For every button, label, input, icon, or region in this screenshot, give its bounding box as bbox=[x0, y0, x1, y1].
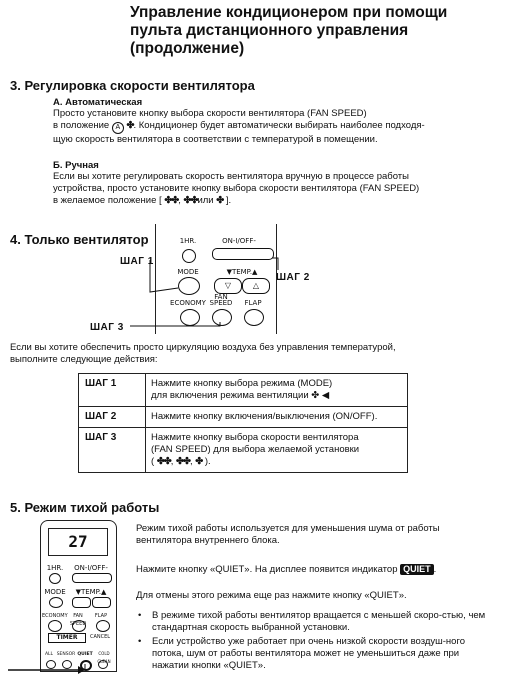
s4-para-line1: Если вы хотите обеспечить просто циркуляцию воздуха без управления температурой, bbox=[10, 342, 396, 353]
r5-onoff-label: ON-I/OFF- bbox=[74, 564, 108, 572]
fan-low-icon: ✤ bbox=[195, 456, 203, 467]
table-cell-step: ШАГ 1 bbox=[79, 374, 146, 407]
remote-flap-label: FLAP bbox=[244, 299, 262, 307]
table-cell-step: ШАГ 3 bbox=[79, 428, 146, 473]
fan-high-icon: ✤✤ bbox=[156, 456, 171, 467]
remote-fanspeed-label-1: FAN bbox=[214, 293, 228, 301]
r5-1hr-label: 1HR. bbox=[46, 564, 64, 572]
r5-economy-label: ECONOMY bbox=[42, 613, 68, 619]
step1-label: ШАГ 1 bbox=[120, 256, 154, 267]
table-row bbox=[79, 407, 408, 428]
remote-economy-label: ECONOMY bbox=[170, 299, 206, 307]
table-row bbox=[79, 428, 408, 473]
table-cell-desc: Нажмите кнопку включения/выключения (ON/OFF). bbox=[146, 407, 408, 428]
remote-display: 27 bbox=[48, 528, 108, 556]
table-cell-step: ШАГ 2 bbox=[79, 407, 146, 428]
step3-desc-line1: Нажмите кнопку выбора скорости вентилятора bbox=[151, 432, 359, 443]
s3-b-or: или bbox=[197, 195, 214, 206]
s3-b-line3-pre: в желаемое положение bbox=[53, 195, 157, 206]
s3-a-line2-pre: в положение bbox=[53, 120, 110, 131]
s3-b-line3: в желаемое положение [ ✤✤, ✤✤или ✤ ]. bbox=[53, 195, 232, 206]
r5-economy-button[interactable] bbox=[48, 620, 62, 632]
step1-pointer bbox=[150, 260, 178, 292]
s3-b-line1: Если вы хотите регулировать скорость вентилятора вручную в процессе работы bbox=[53, 171, 409, 182]
section-5-heading: 5. Режим тихой работы bbox=[10, 500, 160, 515]
s3-a-title: А. Автоматическая bbox=[53, 97, 143, 108]
step1-desc-line2 bbox=[151, 390, 402, 402]
s5-p1-line2: вентилятора внутреннего блока. bbox=[136, 535, 280, 546]
fan-mode-icon: ✤ bbox=[311, 390, 320, 401]
step3-label: ШАГ 3 bbox=[90, 322, 124, 333]
remote-temp-down-button[interactable]: ▽ bbox=[214, 278, 242, 294]
s3-b-line2: устройства, просто установите кнопку выбора скорости вентилятора (FAN SPEED) bbox=[53, 183, 420, 194]
page-title: Управление кондиционером при помощи пульта дистанционного управления (продолжение) bbox=[130, 4, 448, 57]
steps-table bbox=[78, 373, 408, 473]
s4-paragraph bbox=[10, 342, 510, 366]
s5-p3: Для отмены этого режима еще раз нажмите кнопку «QUIET». bbox=[136, 590, 407, 601]
list-item: • В режиме тихой работы вентилятор вращается с меньшей скоро-стью, чем стандартная скорость выбранной установки. bbox=[136, 610, 496, 634]
list-item: • Если устройство уже работает при очень низкой скорости воздуш-ного потока, шум от работы вентилятора может не уменьшиться даже при нажатии кнопки «QUIET». bbox=[136, 636, 496, 672]
quiet-indicator-badge: QUIET bbox=[400, 564, 434, 575]
step2-pointer bbox=[272, 258, 278, 270]
s4-para-line2: выполните следующие действия: bbox=[10, 354, 158, 365]
section-4-heading: 4. Только вентилятор bbox=[10, 232, 149, 247]
mode-indicator-icon: ◀ bbox=[321, 390, 330, 401]
step2-label: ШАГ 2 bbox=[276, 272, 310, 283]
s3-a-line1: Просто установите кнопку выбора скорости вентилятора (FAN SPEED) bbox=[53, 108, 367, 119]
r5-fan-button[interactable] bbox=[72, 620, 86, 632]
auto-fan-icon: A bbox=[112, 122, 124, 134]
step3-desc-line2: (FAN SPEED) для выбора желаемой установки bbox=[151, 444, 360, 455]
s3-a-line2-post: . Кондиционер будет автоматически выбирать наиболее подходя- bbox=[133, 120, 425, 131]
s5-p1-line1: Режим тихой работы используется для уменьшения шума от работы bbox=[136, 523, 440, 534]
r5-mode-button[interactable] bbox=[49, 597, 63, 608]
s5-bullets bbox=[136, 610, 496, 674]
s3-a-line3: щую скорость вентилятора в соответствии с температурой в помещении. bbox=[53, 134, 378, 145]
r5-fan-label: FAN SPEED bbox=[69, 613, 87, 627]
fan-low-icon: ✤ bbox=[216, 195, 224, 206]
step3-pointer bbox=[130, 322, 220, 326]
step1-desc-line1: Нажмите кнопку выбора режима (MODE) bbox=[151, 378, 333, 389]
remote-1hr-label: 1HR. bbox=[179, 237, 197, 245]
table-cell-desc bbox=[146, 428, 408, 473]
r5-mode-label: MODE bbox=[44, 588, 66, 596]
remote-mode-label: MODE bbox=[177, 268, 199, 276]
s3-b-title: Б. Ручная bbox=[53, 160, 99, 171]
r5-quiet-label: QUIET bbox=[77, 652, 93, 657]
r5-temp-down-button[interactable] bbox=[72, 597, 91, 608]
fan-icon: ✤ bbox=[126, 120, 134, 131]
remote-temp-label: ▼TEMP.▲ bbox=[226, 268, 258, 276]
table-cell-desc bbox=[146, 374, 408, 407]
fan-med-icon: ✤✤ bbox=[183, 195, 198, 206]
r5-sensor-label: SENSOR bbox=[56, 652, 76, 657]
r5-temp-label: ▼TEMP.▲ bbox=[75, 588, 107, 596]
remote-temp-up-button[interactable]: △ bbox=[242, 278, 270, 294]
r5-flap-label: FLAP bbox=[94, 613, 108, 619]
s5-p2-text: Нажмите кнопку «QUIET». На дисплее появится индикатор bbox=[136, 564, 398, 575]
remote-fanspeed-label-2: SPEED bbox=[209, 299, 233, 307]
r5-clean-label: COLD CLEAN bbox=[97, 651, 111, 664]
r5-timer-label[interactable]: TIMER bbox=[48, 633, 86, 643]
r5-1hr-button[interactable] bbox=[49, 573, 61, 584]
r5-all-label: ALL bbox=[44, 652, 54, 657]
r5-temp-up-button[interactable] bbox=[92, 597, 111, 608]
r5-flap-button[interactable] bbox=[96, 620, 110, 632]
remote-onoff-label: ON-I/OFF- bbox=[222, 237, 256, 245]
s5-p2: Нажмите кнопку «QUIET». На дисплее появится индикатор QUIET . bbox=[136, 564, 437, 575]
fan-high-icon: ✤✤ bbox=[164, 195, 179, 206]
step3-desc-line3: ( ✤✤, ✤✤, ✤ ). bbox=[151, 456, 211, 467]
table-row bbox=[79, 374, 408, 407]
step1-desc-line2-text: для включения режима вентиляции bbox=[151, 390, 309, 401]
section-3-heading: 3. Регулировка скорости вентилятора bbox=[10, 78, 255, 93]
s5-p1 bbox=[136, 523, 506, 547]
fan-med-icon: ✤✤ bbox=[176, 456, 190, 467]
r5-cancel-label[interactable]: CANCEL bbox=[89, 634, 111, 640]
r5-clean-button[interactable] bbox=[98, 660, 108, 669]
s3-b-line3-post: ]. bbox=[225, 195, 232, 206]
r5-onoff-button[interactable] bbox=[72, 573, 112, 583]
quiet-arrow-icon bbox=[0, 660, 90, 680]
